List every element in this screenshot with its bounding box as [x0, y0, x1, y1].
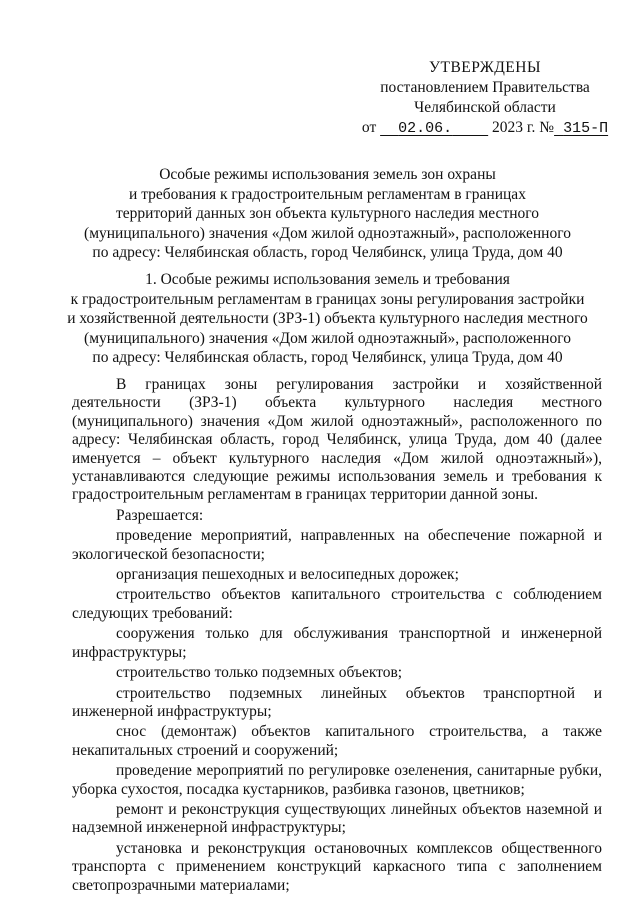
- allowed-label: Разрешается:: [116, 506, 204, 524]
- document-body: [72, 376, 602, 897]
- title-line: территорий данных зон объекта культурного наследия местного: [116, 205, 539, 222]
- section-line: (муниципального) значения «Дом жилой одноэтажный», расположенного: [84, 329, 571, 347]
- title-line: по адресу: Челябинская область, город Челябинск, улица Труда, дом 40: [92, 244, 563, 261]
- title-line: (муниципального) значения «Дом жилой одноэтажный», расположенного: [84, 224, 571, 242]
- number-value: 315-П: [563, 120, 609, 137]
- list-item: сооружения только для обслуживания транспортной и инженерной инфраструктуры;: [72, 625, 602, 661]
- list-item: строительство подземных линейных объектов транспортной и инженерной инфраструктуры;: [72, 684, 602, 720]
- title-line: Особые режимы использования земель зон охраны: [159, 166, 496, 183]
- section-line: 1. Особые режимы использования земель и требования: [145, 271, 510, 288]
- list-item: установка и реконструкция остановочных комплексов общественного транспорта с применением конструкций каркасного типа с заполнением светопрозрачными материалами;: [72, 839, 602, 894]
- date-value: 02.06.: [398, 120, 453, 137]
- section-line: и хозяйственной деятельности (ЗРЗ-1) объекта культурного наследия местного: [67, 310, 588, 327]
- document-title: [40, 165, 615, 263]
- list-item: строительство только подземных объектов;: [116, 664, 403, 682]
- list-item: строительство объектов капитального строительства с соблюдением следующих требований:: [72, 586, 602, 622]
- list-item: проведение мероприятий по регулировке озеленения, санитарные рубки, уборка сухостоя, посадка кустарников, разбивка газонов, цветников;: [72, 762, 602, 798]
- approval-stamp: [360, 58, 610, 139]
- number-typed: [554, 120, 608, 137]
- intro-paragraph: В границах зоны регулирования застройки и хозяйственной деятельности (ЗРЗ-1) объекта культурного наследия местного (муниципального) значения «Дом жилой одноэтажный», расположенного по адресу: Челябинская область, город Челябинск, улица Труда, дом 40 (далее именуется – объект культурного наследия «Дом жилой одноэтажный»), устанавливаются следующие режимы использования земель и требования к градостроительным регламентам в границах территории данной зоны.: [72, 376, 602, 504]
- list-item: ремонт и реконструкция существующих линейных объектов наземной и надземной инженерной инфраструктуры;: [72, 800, 602, 837]
- list-item: проведение мероприятий, направленных на обеспечение пожарной и экологической безопасности;: [72, 527, 602, 563]
- date-prefix: от: [361, 119, 377, 136]
- date-typed: [380, 120, 488, 137]
- approval-line-1: постановлением Правительства: [380, 79, 590, 96]
- section-line: к градостроительным регламентам в границах зоны регулирования застройки: [70, 290, 585, 308]
- section-heading: [40, 270, 615, 368]
- list-item: организация пешеходных и велосипедных дорожек;: [116, 566, 459, 584]
- list-item: снос (демонтаж) объектов капитального строительства, а также некапитальных строений и сооружений;: [72, 723, 602, 759]
- approval-date-line: [360, 118, 610, 139]
- year-text: 2023 г. №: [492, 119, 555, 136]
- section-line: по адресу: Челябинская область, город Челябинск, улица Труда, дом 40: [92, 349, 563, 366]
- approval-line-2: Челябинской области: [414, 99, 556, 116]
- title-line: и требования к градостроительным регламентам в границах: [129, 185, 526, 203]
- approval-title: УТВЕРЖДЕНЫ: [429, 59, 541, 76]
